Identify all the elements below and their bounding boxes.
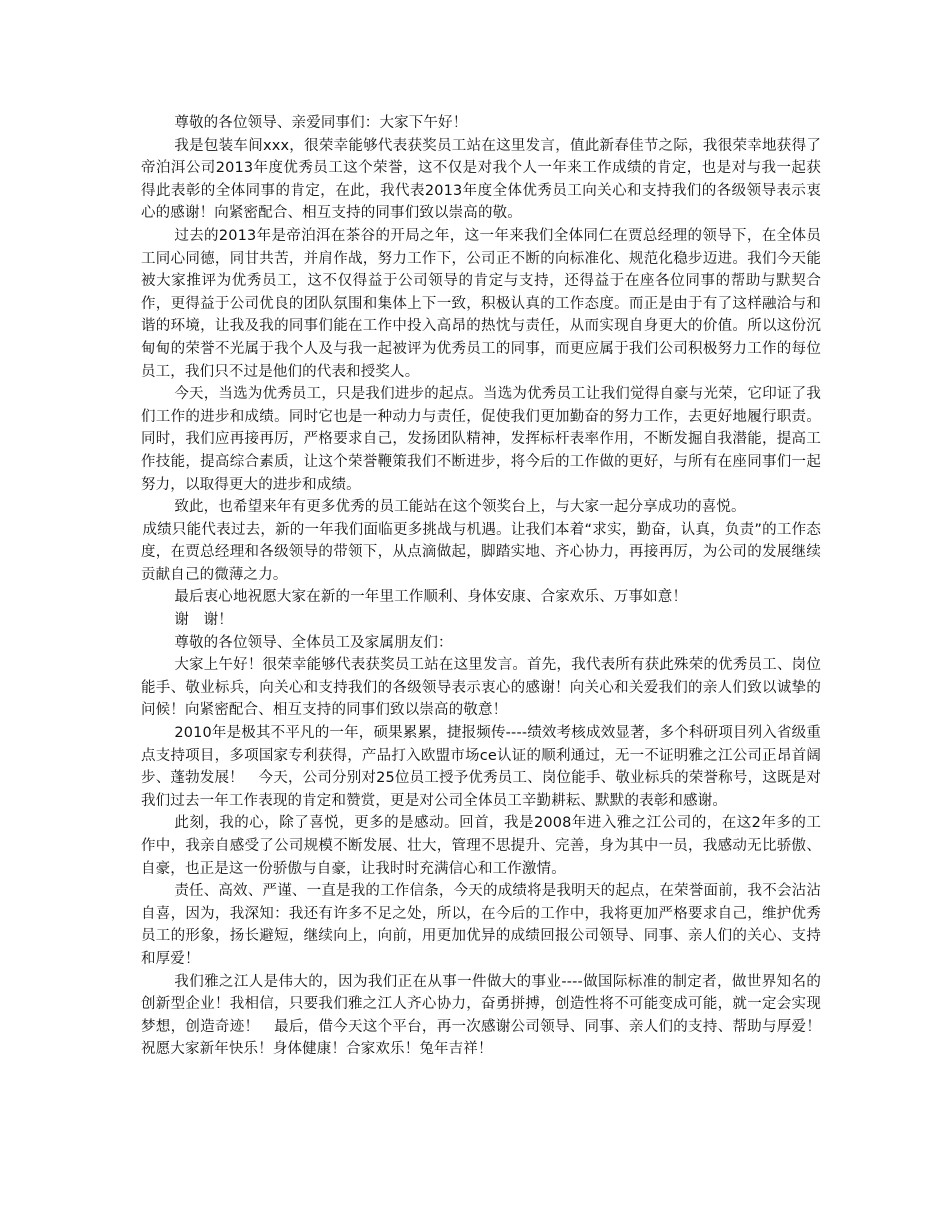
body-paragraph: 责任、高效、严谨、一直是我的工作信条，今天的成绩将是我明天的起点，在荣誉面前，我不会沾沾自喜，因为，我深知：我还有许多不足之处，所以，在今后的工作中，我将更加严格要求自己，维护优秀员工的形象，扬长避短，继续向上，向前，用更加优异的成绩回报公司领导、同事、亲人们的关心、支持和厚爱！ — [141, 883, 821, 967]
body-paragraph: 致此，也希望来年有更多优秀的员工能站在这个领奖台上，与大家一起分享成功的喜悦。 — [174, 499, 746, 516]
body-paragraph: 成绩只能代表过去，新的一年我们面临更多挑战与机遇。让我们本着“求实，勤奋，认真，负责”的工作态度，在贾总经理和各级领导的带领下，从点滴做起，脚踏实地、齐心协力，再接再厉，为公司的发展继续贡献自己的微薄之力。 — [141, 521, 821, 583]
body-paragraph: 2010年是极其不平凡的一年，硕果累累，捷报频传----绩效考核成效显著，多个科研项目列入省级重点支持项目，多项国家专利获得，产品打入欧盟市场ce认证的顺利通过，无一不证明雅之江公司正昂首阔步、蓬勃发展！ 今天，公司分别对25位员工授予优秀员工、岗位能手、敬业标兵的荣誉称号，这既是对我们过去一年工作表现的肯定和赞赏，更是对公司全体员工辛勤耕耘、默默的表彰和感谢。 — [141, 725, 821, 809]
body-paragraph: 我们雅之江人是伟大的，因为我们正在从事一件做大的事业----做国际标准的制定者，做世界知名的创新型企业！我相信，只要我们雅之江人齐心协力，奋勇拼搏，创造性将不可能变成可能，就一定会实现梦想，创造奇迹！ 最后，借今天这个平台，再一次感谢公司领导、同事、亲人们的支持、帮助与厚爱！祝愿大家新年快乐！身体健康！合家欢乐！兔年吉祥！ — [141, 973, 821, 1058]
thanks-line: 谢 谢！ — [174, 612, 233, 629]
body-paragraph: 今天，当选为优秀员工，只是我们进步的起点。当选为优秀员工让我们觉得自豪与光荣，它印证了我们工作的进步和成绩。同时它也是一种动力与责任，促使我们更加勤奋的努力工作，去更好地履行职责。同时，我们应再接再厉，严格要求自己，发扬团队精神，发挥标杆表率作用，不断发掘自我潜能，提高工作技能，提高综合素质，让这个荣誉鞭策我们不断进步，将今后的工作做的更好，与所有在座同事们一起努力，以取得更大的进步和成绩。 — [141, 386, 821, 493]
closing-wish-paragraph: 最后衷心地祝愿大家在新的一年里工作顺利、身体安康、合家欢乐、万事如意！ — [174, 589, 688, 606]
body-paragraph: 大家上午好！很荣幸能够代表获奖员工站在这里发言。首先，我代表所有获此殊荣的优秀员工、岗位能手、敬业标兵，向关心和支持我们的各级领导表示衷心的感谢！向关心和关爱我们的亲人们致以诚挚的问候！向紧密配合、相互支持的同事们致以崇高的敬意！ — [141, 657, 821, 719]
body-paragraph: 我是包装车间xxx，很荣幸能够代表获奖员工站在这里发言，值此新春佳节之际，我很荣幸地获得了帝泊洱公司2013年度优秀员工这个荣誉，这不仅是对我个人一年来工作成绩的肯定，也是对与我一起获得此表彰的全体同事的肯定，在此，我代表2013年度全体优秀员工向关心和支持我们的各级领导表示衷心的感谢！向紧密配合、相互支持的同事们致以崇高的敬。 — [141, 137, 821, 222]
greeting-paragraph: 尊敬的各位领导、全体员工及家属朋友们： — [174, 634, 453, 651]
body-paragraph: 过去的2013年是帝泊洱在茶谷的开局之年，这一年来我们全体同仁在贾总经理的领导下，在全体员工同心同德，同甘共苦，并肩作战，努力工作下，公司正不断的向标准化、规范化稳步迈进。我们今天能被大家推评为优秀员工，这不仅得益于公司领导的肯定与支持，还得益于在座各位同事的帮助与默契合作，更得益于公司优良的团队氛围和集体上下一致，积极认真的工作态度。而正是由于有了这样融洽与和谐的环境，让我及我的同事们能在工作中投入高昂的热忱与责任，从而实现自身更大的价值。所以这份沉甸甸的荣誉不光属于我个人及与我一起被评为优秀员工的同事，而更应属于我们公司积极努力工作的每位员工，我们只不过是他们的代表和授奖人。 — [141, 227, 821, 380]
greeting-paragraph: 尊敬的各位领导、亲爱同事们：大家下午好！ — [174, 115, 468, 131]
document-body — [141, 112, 821, 1061]
body-paragraph: 此刻，我的心，除了喜悦，更多的是感动。回首，我是2008年进入雅之江公司的，在这2年多的工作中，我亲自感受了公司规模不断发展、壮大，管理不思提升、完善，身为其中一员，我感动无比骄傲、自豪，也正是这一份骄傲与自豪，让我时时充满信心和工作激情。 — [141, 815, 821, 877]
